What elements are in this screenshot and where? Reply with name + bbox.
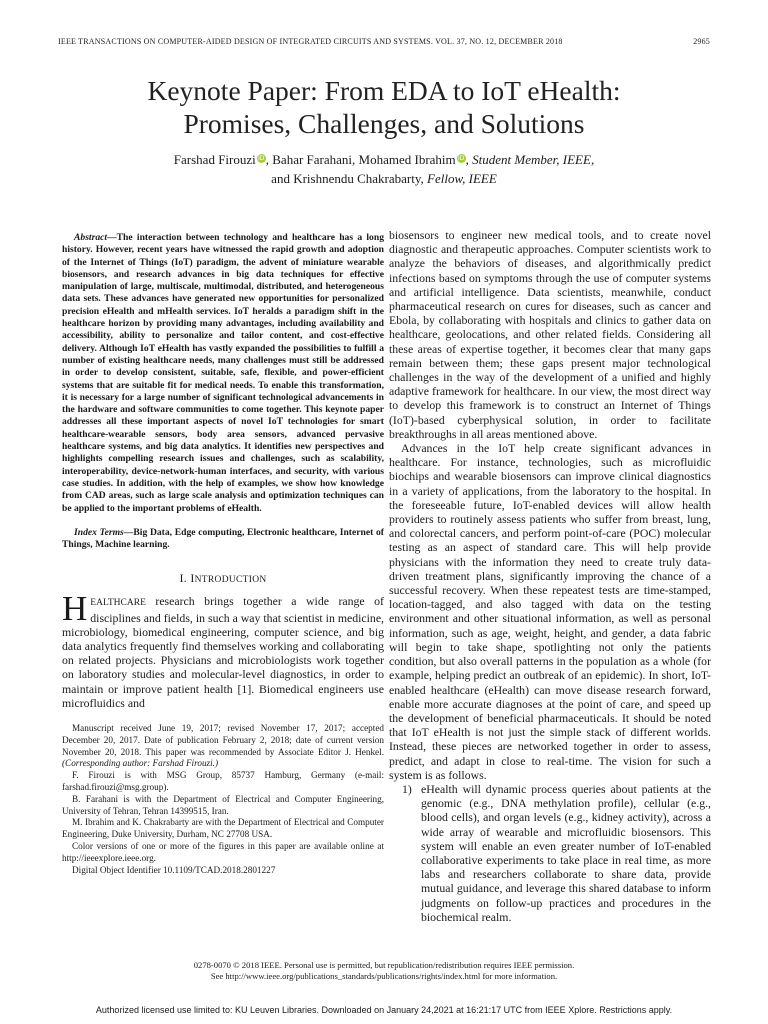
index-terms-dash: — [123,526,134,538]
paper-title [0,74,768,140]
footnote-ibrahim-chakrabarty: M. Ibrahim and K. Chakrabarty are with the Department of Electrical and Computer Engineering, Duke University, Durham, NC 27708 USA. [62,817,384,840]
author-list [0,150,768,188]
footnote-firouzi: F. Firouzi is with MSG Group, 85737 Hamburg, Germany (e-mail: farshad.firouzi@msg.group). [62,770,384,793]
author-line-2 [0,169,768,188]
abstract-text: The interaction between technology and healthcare has a long history. However, recent years have witnessed the rapid growth and adoption of the Internet of Things (IoT) paradigm, the advent of miniature wearable biosensors, and research advances in big data techniques for effective manipulation of large, multiscale, multimodal, distributed, and heterogeneous data sets. These advances have generated new opportunities for personalized precision eHealth and mHealth services. IoT heralds a paradigm shift in the healthcare horizon by providing many advantages, including availability and accessibility, ability to personalize and tailor content, and cost-effective delivery. Although IoT eHealth has vastly expanded the possibilities to fulfill a number of existing healthcare needs, many challenges must still be addressed in order to develop consistent, suitable, safe, flexible, and power-efficient systems that are suitable fit for medical needs. To enable this transformation, it is necessary for a large number of significant technological advancements in the hardware and software communities to come together. This keynote paper addresses all these important aspects of novel IoT technologies for smart healthcare-wearable sensors, body area sensors, advanced pervasive healthcare systems, and big data analytics. It identifies new perspectives and highlights compelling research issues and challenges, such as scalability, interoperability, device-network-human interfaces, and security, with various case studies. In addition, with the help of examples, we show how knowledge from CAD areas, such as large scale analysis and optimization techniques can be applied to the important problems of eHealth. [62,232,384,514]
orcid-icon[interactable]: iD [258,155,265,162]
title-line-1: Keynote Paper: From EDA to IoT eHealth: [147,75,621,106]
footnote-manuscript-text: Manuscript received June 19, 2017; revised November 17, 2017; accepted December 20, 2017. Date of publication February 2, 2018; date of current version November 20, 2018. This paper was recommended by Associate Editor J. Henkel. [62,723,384,757]
section-numeral: I. [179,571,191,586]
author-line-1: Farshad Firouzi iD, Bahar Farahani, Mohamed Ibrahim iD, Student Member, IEEE, [173,152,595,167]
first-word-rest: EALTHCARE [90,598,146,609]
license-footer: Authorized licensed use limited to: KU Leuven Libraries. Downloaded on January 24,2021 at 16:21:17 UTC from IEEE Xplore. Restrictions apply. [95,1005,673,1015]
copyright-line-2: See http://www.ieee.org/publications_standards/publications/rights/index.html for more information. [210,971,558,981]
copyright-notice [0,960,768,982]
list-item [389,782,711,924]
member-role: Student Member, IEEE [472,152,591,167]
right-paragraph-1: biosensors to engineer new medical tools, and to create novel diagnostic and therapeutic approaches. Computer scientists work to analyze the behaviors of diseases, and algorithmically predict infections based on symptoms through the use of computer systems and artificial intelligence. Data scientists, meanwhile, conduct pharmaceutical research on cures for diseases, such as cancer and Ebola, by collaborating with hospitals and clinics to gather data on healthcare, geolocations, and other related fields. Considering all these areas of expertise together, it becomes clear that many gaps remain between them; these gaps present major technological challenges in the way of the development of a unified and highly adaptive framework for healthcare. In our view, the most direct way to develop this framework is to construct an Internet of Things (IoT)-based cyberphysical solution, in order to facilitate breakthroughs in all areas mentioned above. [389,228,711,441]
intro-text: research brings together a wide range of disciplines and fields, in such a way that scientist in medicine, microbiology, biomedical engineering, computer science, and big data analytics frequently find themselves working and collaborating on related projects. Physicians and microbiologists work together on laboratory studies and molecular-level diagnostics, in order to maintain or improve patient health [1]. Biomedical engineers use microfluidics and [62,594,384,710]
title-line-2: Promises, Challenges, and Solutions [183,108,585,139]
author-firouzi: Farshad Firouzi [173,152,256,167]
footnote-manuscript [62,723,384,770]
right-column [389,228,711,924]
right-paragraph-2: Advances in the IoT help create significant advances in healthcare. For instance, technologies, such as microfluidic biochips and wearable biosensors can improve clinical diagnostics in a variety of applications, from the laboratory to the hospital. In the foreseeable future, IoT-enabled devices will allow health providers to routinely assess patients who suffer from breast, lung, and colorectal cancers, and perform point-of-care (POC) molecular testing as an aspect of standard care. This will help provide physicians with the information they need to create truly data-driven treatment plans, significantly improving the chance of a successful recovery. When these repeatest tests are time-stamped, location-tagged, and also tagged with data on the testing environment and other situational information, as well as personal information, such as age, weight, height, and gender, a data fabric will begin to take shape, spotlighting not only the patients condition, but also overall patterns in the population as a whole (for example, helping predict an outbreak of an epidemic). In short, IoT-enabled healthcare (eHealth) can move disease research forward, enable more accurate diagnoses at the point of care, and speed up the development of beneficial pharmaceuticals. It should be noted that IoT eHealth is not just the simple stack of different worlds. Instead, these pieces are networked together in order to assess, predict, and adapt in close to real-time. The vision for such a system is as follows. [389,441,711,782]
footnote-color-figures: Color versions of one or more of the figures in this paper are available online at http://ieeexplore.ieee.org. [62,841,384,863]
index-terms-text: Big Data, Edge computing, Electronic healthcare, Internet of Things, Machine learning. [62,526,384,551]
footnotes [62,723,384,876]
orcid-icon[interactable]: iD [458,155,465,162]
index-terms-label: Index Terms [74,526,124,538]
intro-paragraph [62,589,384,710]
index-terms [62,527,384,552]
footnote-corresponding: (Corresponding author: Farshad Firouzi.) [62,758,219,769]
running-header [58,37,710,46]
author-farahani-ibrahim: , Bahar Farahani, Mohamed Ibrahim [265,152,456,167]
abstract-dash: — [107,232,117,243]
section-heading-introduction [62,571,384,586]
copyright-line-1: 0278-0070 © 2018 IEEE. Personal use is permitted, but republication/redistribution requires IEEE permission. [193,960,575,970]
author-chakrabarty: and Krishnendu Chakrabarty, [271,171,424,186]
section-heading-first: I [190,571,195,586]
list-item-number: 1) [402,781,412,796]
left-column [62,232,384,876]
dropcap-letter: H [62,589,88,629]
fellow-role: Fellow, IEEE [427,171,497,186]
section-heading-rest: NTRODUCTION [194,575,267,586]
list-item-text: eHealth will dynamic process queries about patients at the genomic (e.g., DNA methylation profile), cellular (e.g., blood cells), and organ levels (e.g., kidney activity), across a wide array of wearable and microfluidic biosensors. This system will enable an even greater number of IoT-enabled collaborative experiments to take place in real time, as more labs and researchers collaborate to share data, provide mutual guidance, and leverage this shared database to inform judgments on follow-up practices and procedures in the biochemical realm. [421,781,711,924]
footnote-doi: Digital Object Identifier 10.1109/TCAD.2018.2801227 [72,864,276,875]
page-number: 2965 [693,37,710,46]
footnote-farahani: B. Farahani is with the Department of Electrical and Computer Engineering, University of Tehran, Tehran 14399515, Iran. [62,793,384,816]
abstract [62,232,384,515]
journal-name: IEEE TRANSACTIONS ON COMPUTER-AIDED DESIGN OF INTEGRATED CIRCUITS AND SYSTEMS. VOL. 37, NO. 12, DECEMBER 2018 [58,37,563,46]
abstract-label: Abstract [74,232,108,243]
